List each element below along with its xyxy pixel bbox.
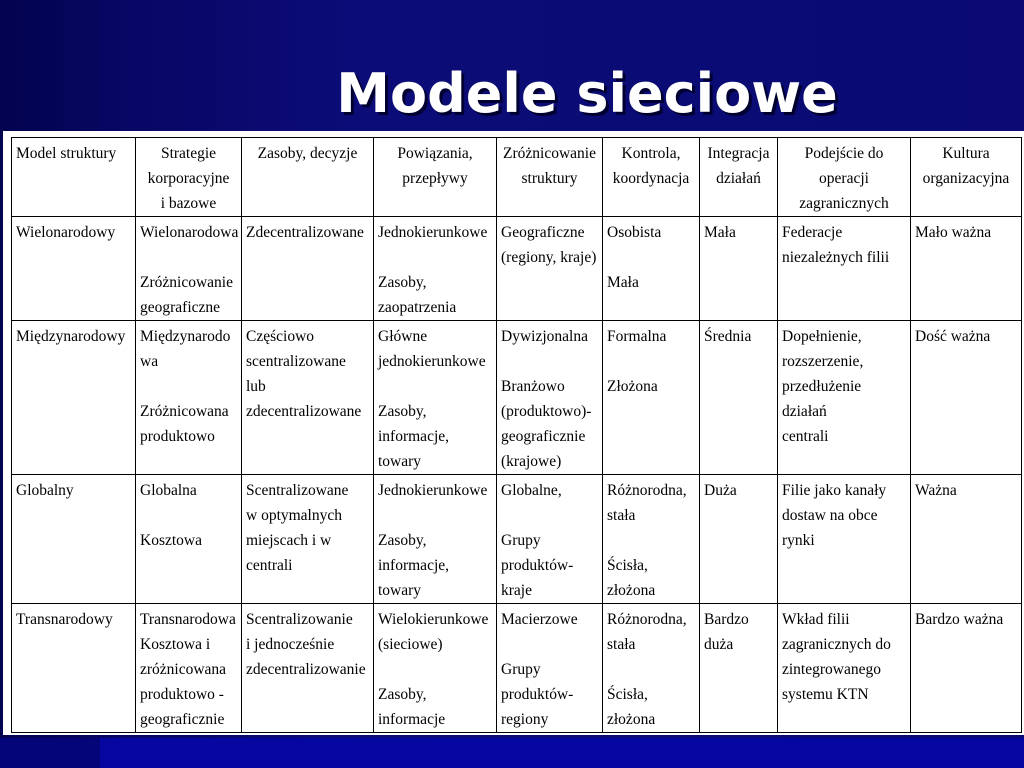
table-panel	[3, 131, 1024, 735]
table-cell: Filie jako kanały dostaw na obce rynki	[778, 475, 911, 604]
table-cell: Globalny	[12, 475, 136, 604]
table-cell: Mała	[700, 217, 778, 321]
header-cell: Strategie korporacyjne i bazowe	[136, 138, 242, 217]
table-cell: Duża	[700, 475, 778, 604]
table-header-row	[12, 138, 1022, 217]
table-cell: Bardzo ważna	[911, 604, 1022, 733]
table-cell: Średnia	[700, 321, 778, 475]
table-cell: Główne jednokierunkowe Zasoby, informacje, towary	[374, 321, 497, 475]
table-cell: Bardzo duża	[700, 604, 778, 733]
table-cell: Dopełnienie, rozszerzenie, przedłużenie działań centrali	[778, 321, 911, 475]
table-cell: Scentralizowane w optymalnych miejscach i w centrali	[242, 475, 374, 604]
table-cell: Transnarodowa Kosztowa i zróżnicowana produktowo - geograficznie	[136, 604, 242, 733]
table-cell: Globalna Kosztowa	[136, 475, 242, 604]
header-cell: Powiązania, przepływy	[374, 138, 497, 217]
table-cell: Międzynarodowy	[12, 321, 136, 475]
table-cell: Różnorodna, stała Ścisła, złożona	[603, 604, 700, 733]
table-cell: Różnorodna, stała Ścisła, złożona	[603, 475, 700, 604]
table-cell: Wkład filii zagranicznych do zintegrowanego systemu KTN	[778, 604, 911, 733]
table-cell: Wielonarodowa Zróżnicowanie geograficzne	[136, 217, 242, 321]
table-cell: Scentralizowanie i jednocześnie zdecentralizowanie	[242, 604, 374, 733]
table-cell: Globalne, Grupy produktów- kraje	[497, 475, 603, 604]
table-cell: Międzynarodo wa Zróżnicowana produktowo	[136, 321, 242, 475]
table-cell: Macierzowe Grupy produktów- regiony	[497, 604, 603, 733]
table-cell: Mało ważna	[911, 217, 1022, 321]
table-row	[12, 604, 1022, 733]
slide-title: Modele sieciowe	[336, 62, 838, 125]
header-cell: Zróżnicowanie struktury	[497, 138, 603, 217]
table-cell: Jednokierunkowe Zasoby, informacje, towary	[374, 475, 497, 604]
header-cell: Kontrola, koordynacja	[603, 138, 700, 217]
header-cell: Zasoby, decyzje	[242, 138, 374, 217]
network-models-table	[11, 137, 1022, 733]
header-cell: Podejście do operacji zagranicznych	[778, 138, 911, 217]
table-cell: Wielonarodowy	[12, 217, 136, 321]
table-cell: Geograficzne (regiony, kraje)	[497, 217, 603, 321]
table-cell: Formalna Złożona	[603, 321, 700, 475]
header-cell: Integracja działań	[700, 138, 778, 217]
table-cell: Ważna	[911, 475, 1022, 604]
header-cell: Model struktury	[12, 138, 136, 217]
table-row	[12, 217, 1022, 321]
slide-bottom-band	[0, 738, 1024, 768]
table-cell: Dywizjonalna Branżowo (produktowo)- geograficznie (krajowe)	[497, 321, 603, 475]
table-cell: Dość ważna	[911, 321, 1022, 475]
table-cell: Częściowo scentralizowane lub zdecentralizowane	[242, 321, 374, 475]
table-cell: Federacje niezależnych filii	[778, 217, 911, 321]
table-cell: Wielokierunkowe (sieciowe) Zasoby, informacje	[374, 604, 497, 733]
table-cell: Zdecentralizowane	[242, 217, 374, 321]
table-cell: Transnarodowy	[12, 604, 136, 733]
table-cell: Osobista Mała	[603, 217, 700, 321]
table-row	[12, 475, 1022, 604]
table-row	[12, 321, 1022, 475]
header-cell: Kultura organizacyjna	[911, 138, 1022, 217]
table-cell: Jednokierunkowe Zasoby, zaopatrzenia	[374, 217, 497, 321]
